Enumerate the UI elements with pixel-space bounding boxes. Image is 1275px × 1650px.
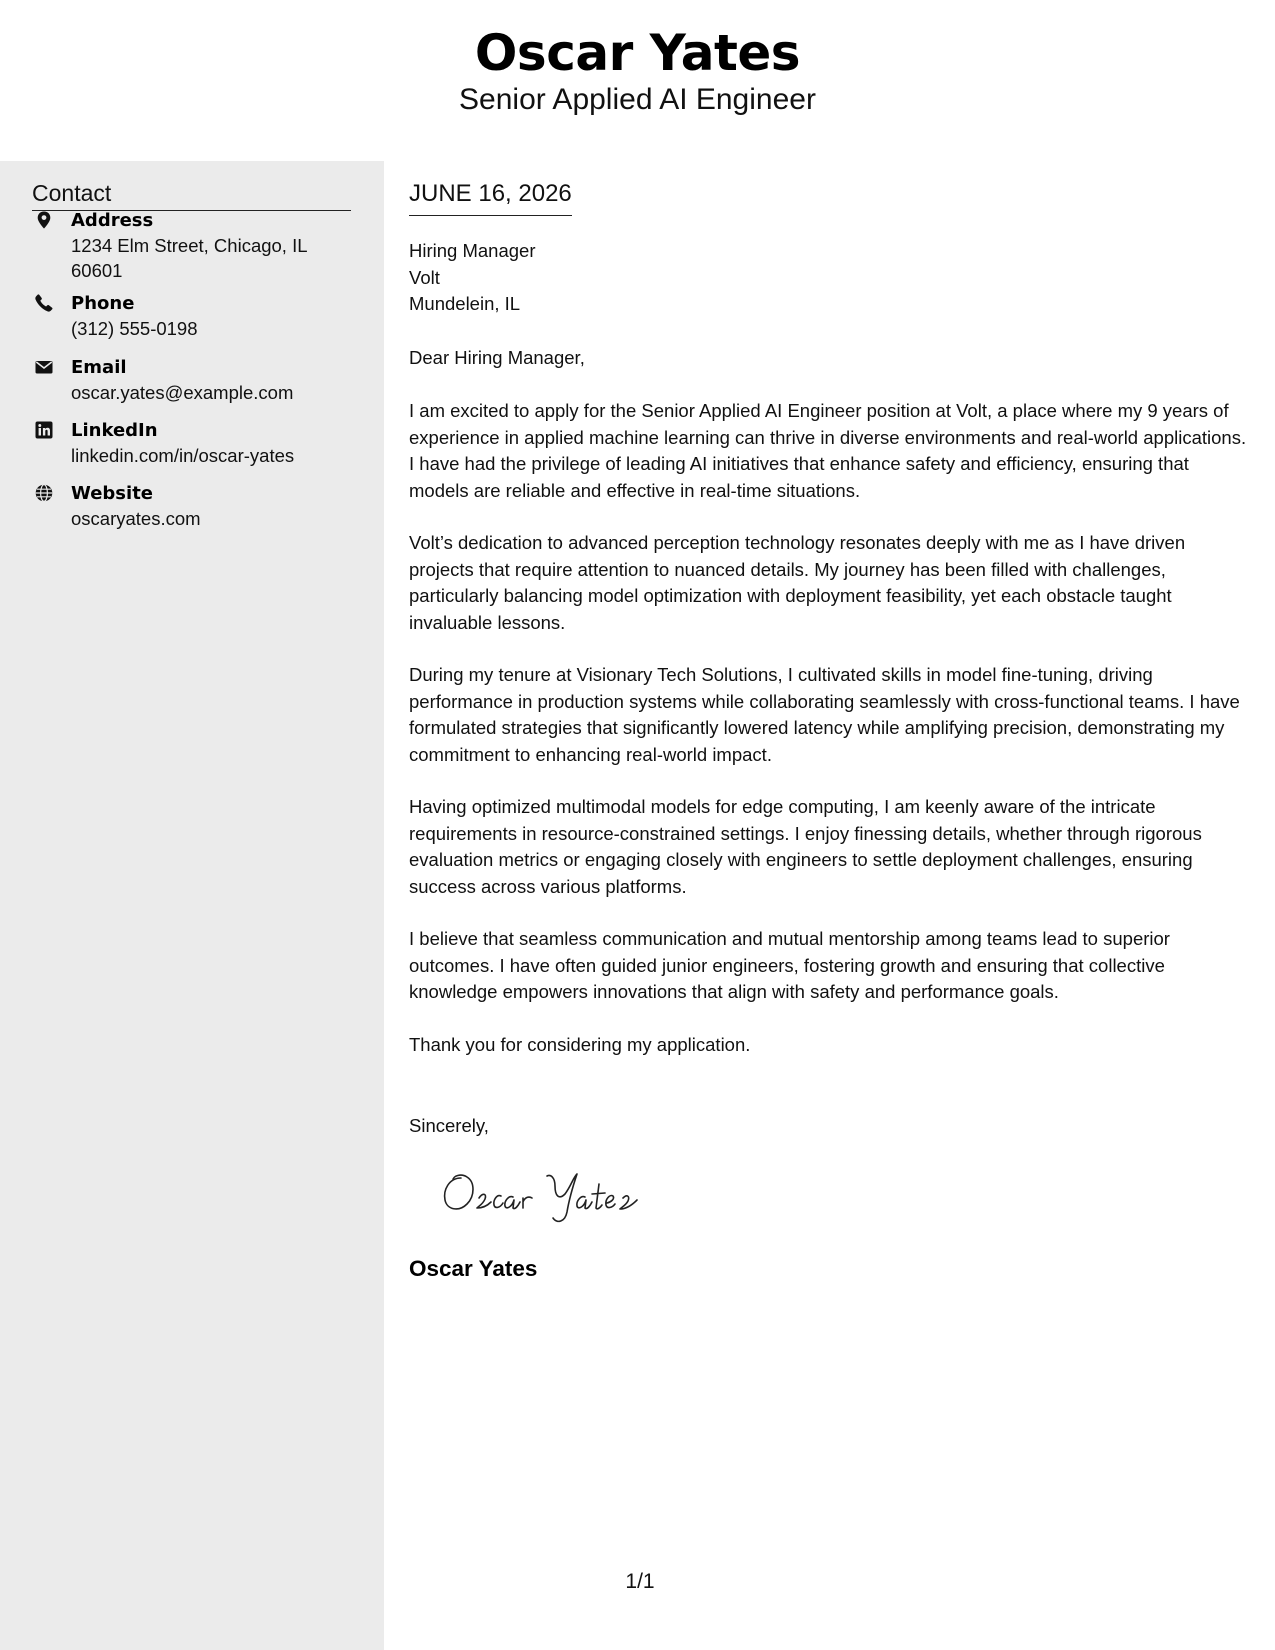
recipient-line: Mundelein, IL bbox=[409, 293, 521, 314]
globe-icon bbox=[35, 484, 53, 502]
signer-name: Oscar Yates bbox=[409, 1256, 538, 1281]
salutation: Dear Hiring Manager, bbox=[409, 347, 585, 368]
contact-label: Phone bbox=[71, 293, 135, 314]
contact-heading: Contact bbox=[32, 177, 351, 211]
linkedin-icon bbox=[35, 421, 53, 439]
letter-paragraph: I believe that seamless communication and mutual mentorship among teams lead to superior outcomes. I have often guided junior engineers, fostering growth and ensuring that collective knowledge empowers innovations that align with safety and performance goals. bbox=[409, 928, 1170, 1002]
contact-value: oscaryates.com bbox=[71, 508, 201, 529]
letter-paragraph: Volt’s dedication to advanced perception technology resonates deeply with me as I have driven projects that require attention to nuanced details. My journey has been filled with challenges, particularly balancing model optimization with deployment feasibility, yet each obstacle taught invaluable lessons. bbox=[409, 532, 1186, 633]
letter-header bbox=[0, 0, 1275, 161]
handwritten-signature bbox=[439, 1156, 659, 1226]
contact-label: LinkedIn bbox=[71, 420, 158, 441]
recipient-line: Hiring Manager bbox=[409, 240, 536, 261]
contact-value: oscar.yates@example.com bbox=[71, 382, 294, 403]
letter-paragraph: I am excited to apply for the Senior Applied AI Engineer position at Volt, a place where my 9 years of experience in applied machine learning can thrive in diverse environments and real-world applications. I have had the privilege of leading AI initiatives that enhance safety and efficiency, ensuring that models are reliable and effective in real-time situations. bbox=[409, 400, 1247, 501]
contact-value: 1234 Elm Street, Chicago, IL 60601 bbox=[71, 235, 307, 281]
applicant-title: Senior Applied AI Engineer bbox=[459, 83, 816, 116]
contact-label: Website bbox=[71, 483, 154, 504]
contact-value: (312) 555-0198 bbox=[71, 318, 198, 339]
letter-paragraph: Thank you for considering my application. bbox=[409, 1034, 751, 1055]
envelope-icon bbox=[35, 358, 53, 376]
letter-paragraph: Having optimized multimodal models for edge computing, I am keenly aware of the intricate requirements in resource-constrained settings. I enjoy finessing details, whether through rigorous evaluation metrics or engaging closely with engineers to settle deployment challenges, ensuring success across various platforms. bbox=[409, 796, 1202, 897]
page-number: 1/1 bbox=[625, 1570, 655, 1593]
contact-label: Email bbox=[71, 357, 127, 378]
letter-date: JUNE 16, 2026 bbox=[409, 178, 572, 216]
contact-sidebar bbox=[0, 161, 384, 1650]
applicant-name: Oscar Yates bbox=[474, 24, 801, 82]
closing: Sincerely, bbox=[409, 1115, 489, 1136]
contact-label: Address bbox=[71, 210, 154, 231]
phone-icon bbox=[35, 294, 53, 312]
map-pin-icon bbox=[35, 211, 53, 229]
contact-value: linkedin.com/in/oscar-yates bbox=[71, 445, 295, 466]
recipient-block bbox=[409, 238, 535, 318]
recipient-line: Volt bbox=[409, 266, 440, 288]
letter-paragraph: During my tenure at Visionary Tech Solutions, I cultivated skills in model fine-tuning, driving performance in production systems while collaborating seamlessly with cross-functional teams. I have formulated strategies that significantly lowered latency while amplifying precision, demonstrating my commitment to enhancing real-world impact. bbox=[409, 664, 1240, 765]
